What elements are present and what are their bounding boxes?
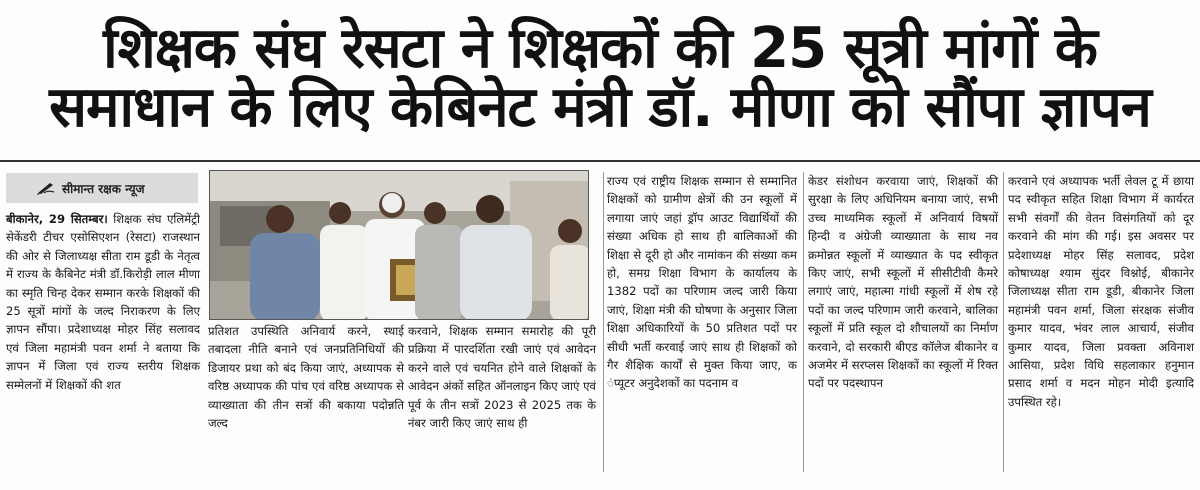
- column-separator: [603, 172, 604, 472]
- article-column-2: [208, 322, 404, 432]
- byline: [6, 173, 198, 203]
- article-text-5: केडर संशोधन करवाया जाएं, शिक्षकों की सुरक्षा के लिए अधिनियम बनाया जाएं, सभी उच्च माध्यमिक स्कूलों में अनिवार्य विषयों हिन्दी व अंग्रेजी व्याख्याता के साथ नव क्रमोन्नत स्कूलों में व्याख्यात के पद स्वीकृत किए जाएं, सभी स्कूलों में सीसीटीवी कैमरे लगाएं जाएं, महात्मा गांधी स्कूलों में शेष रहे पदों का जल्द परिणाम जारी करवाने, बालिका स्कूलों में प्रति स्कूल दो शौचालयों का निर्माण करवाने, दो सरकारी बीएड कॉलेज बीकानेर व अजमेर में सरप्लस शिक्षकों का स्कूलों में रिक्त पदों पर पदस्थापन: [808, 174, 998, 391]
- pen-icon: [36, 181, 56, 195]
- headline: [0, 0, 1200, 158]
- byline-text: सीमान्त रक्षक न्यूज: [62, 181, 145, 196]
- headline-line-1: शिक्षक संघ रेसटा ने शिक्षकों की 25 सूत्री मांगों के: [103, 16, 1097, 82]
- article-text-2: प्रतिशत उपस्थिति अनिवार्य करने, स्थाई तबादला नीति बनाने एवं जनप्रतिनिधियों की डिजायर प्रथा को बंद किया जाएं, अध्यापक से वरिष्ठ अध्यापक की पांच एवं वरिष्ठ अध्यापक से व्याख्याता की तीन सत्रों की बकाया पदोन्नति जल्द: [208, 324, 404, 431]
- headline-divider: [0, 160, 1200, 162]
- article-column-3: [408, 322, 596, 432]
- article-text-6: करवाने एवं अध्यापक भर्ती लेवल टू में छाया पद स्वीकृत सहित शिक्षा विभाग में कार्यरत सभी संवर्गों की वेतन विसंगतियों को दूर करवाने की मांग की गई। इस अवसर पर प्रदेशाध्यक्ष मोहर सिंह सलावद, प्रदेश कोषाध्यक्ष श्याम सुंदर विश्नोई, बीकानेर जिलाध्यक्ष सीता राम डूडी, बीकानेर जिला महामंत्री पवन शर्मा, जिला संरक्षक संजीव कुमार यादव, भंवर लाल आचार्य, संजीव कुमार यादव, जिला प्रवक्ता अविनाश आसिया, प्रदेश विधि सहलाकार हनुमान प्रसाद शर्मा व मदन मोहन मोदी इत्यादि उपस्थित रहे।: [1008, 174, 1194, 409]
- group-photo-icon: [210, 171, 589, 320]
- article-column-4: [607, 172, 797, 393]
- article-text-4: राज्य एवं राष्ट्रीय शिक्षक सम्मान से सम्मानित शिक्षकों को ग्रामीण क्षेत्रों की उन स्कूलों में लगाया जाएं जहां ड्रॉप आउट विद्यार्थियों की संख्या अधिक हो साथ ही बालिकाओं की शिक्षा से दूरी हो और नामांकन की संख्या कम हो, समग्र शिक्षा विभाग के कार्यालय के 1382 पदों का परिणाम जल्द जारी किया जाएं, शिक्षा मंत्री की घोषणा के अनुसार जिला शिक्षा अधिकारियों के 50 प्रतिशत पदों पर सीधी भर्ती करवाई जाएं साथ ही शिक्षकों को गैर शैक्षिक कार्यों से मुक्त किया जाए, क ंप्यूटर अनुदेशकों का पदनाम व: [607, 174, 797, 391]
- article-column-6: [1008, 172, 1194, 411]
- column-separator: [803, 172, 804, 472]
- article-column-1: [6, 210, 200, 394]
- article-text-3: करवाने, शिक्षक सम्मान समारोह की पूरी प्रक्रिया में पारदर्शिता रखी जाएं एवं आवेदन करने वाले एवं चयनित होने वाले शिक्षकों के आवेदन अंकों सहित ऑनलाइन किए जाएं एवं पूर्व के तीन सत्रों 2023 से 2025 तक के नंबर जारी किए जाएं साथ ही: [408, 324, 596, 431]
- column-separator: [1003, 172, 1004, 472]
- article-text-1: शिक्षक संघ एलिमेंट्री सेकेंडरी टीचर एसोसिएशन (रेसटा) राजस्थान की ओर से जिलाध्यक्ष सीता राम डूडी के नेतृत्व में राज्य के कैबिनेट मंत्री डॉ.किरोड़ी लाल मीणा का स्मृति चिन्ह देकर सम्मान करके शिक्षकों की 25 सूत्रों मांगों के जल्द निराकरण के लिए ज्ञापन सौंपा। प्रदेशाध्यक्ष मोहर सिंह सलावद एवं जिला महामंत्री पवन शर्मा ने बताया कि ज्ञापन में जिला एवं राज्य स्तरीय शिक्षक सम्मेलनों में शिक्षकों की शत: [6, 212, 201, 392]
- article-column-5: [808, 172, 998, 393]
- dateline: बीकानेर, 29 सितम्बर।: [6, 212, 108, 226]
- news-photo: [209, 170, 589, 320]
- headline-line-2: समाधान के लिए केबिनेट मंत्री डॉ. मीणा को सौंपा ज्ञापन: [49, 75, 1151, 140]
